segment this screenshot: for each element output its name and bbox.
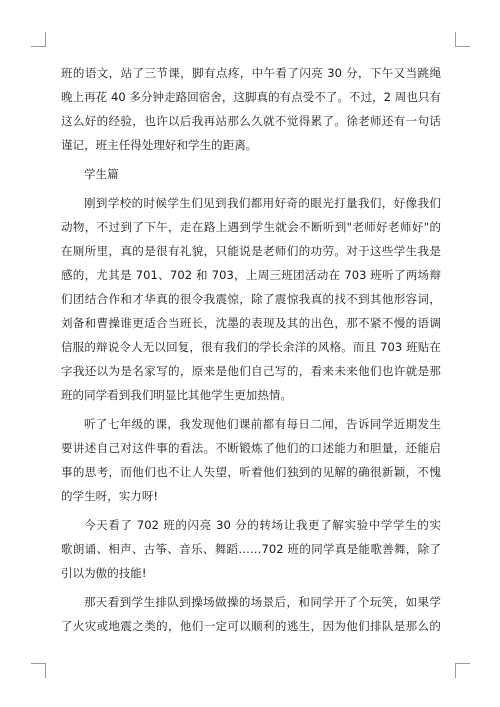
paragraph-first-line: 听了七年级的课，我发现他们课前都有每日二闻，告诉同学近期发生 xyxy=(84,417,441,431)
text-line: 字我还以为是名家写的，原来是他们自己写的，看来未来他们也许就是那 xyxy=(61,364,441,378)
text-line: 事的思考，而他们也不让人失望，听着他们独到的见解的确很新颖，不愧 xyxy=(61,465,441,479)
paragraph-first-line: 今天看了 702 班的闪亮 30 分的转场让我更了解实验中学学生的实 xyxy=(84,518,441,532)
text-line: 刘备和曹操谁更适合当班长，沈墨的表现及其的出色，那不紧不慢的语调 xyxy=(61,316,441,330)
text-line: 了火灾或地震之类的，他们一定可以顺利的逃生，因为他们排队是那么的 xyxy=(61,619,441,633)
text-line: 们团结合作和才华真的很令我震惊，除了震惊我真的找不到其他形容词， xyxy=(61,292,441,306)
crop-mark-top-left xyxy=(31,32,46,47)
text-line: 班的同学看到我们明显比其他学生更加热情。 xyxy=(61,388,292,402)
text-line: 信服的辩说令人无以回复，很有我们的学长余洋的风格。而且 703 班贴在 xyxy=(61,340,441,354)
text-line: 晚上再花 40 多分钟走路回宿舍，这脚真的有点受不了。不过，2 周也只有 xyxy=(61,90,441,104)
text-line: 歌朗诵、相声、古筝、音乐、舞蹈……702 班的同学真是能歌善舞，除了 xyxy=(61,542,441,556)
section-heading: 学生篇 xyxy=(84,167,119,181)
crop-mark-top-right xyxy=(455,32,470,47)
text-line: 在厕所里，真的是很有礼貌，只能说是老师们的功劳。对于这些学生我是 xyxy=(61,244,441,258)
paragraph-first-line: 刚到学校的时候学生们见到我们都用好奇的眼光打量我们，好像我们 xyxy=(84,196,441,210)
crop-mark-bottom-right xyxy=(455,663,470,678)
document-body xyxy=(61,61,441,638)
text-line: 要讲述自己对这件事的看法。不断锻炼了他们的口述能力和胆量，还能启 xyxy=(61,441,441,455)
text-line: 动物，不过到了下午，走在路上遇到学生就会不断听到"老师好老师好"的 xyxy=(61,220,441,234)
crop-mark-bottom-left xyxy=(31,663,46,678)
text-line: 班的语文，站了三节课，脚有点疼，中午看了闪亮 30 分，下午又当跳绳 xyxy=(61,66,441,80)
paragraph-first-line: 那天看到学生排队到操场做操的场景后，和同学开了个玩笑，如果学 xyxy=(84,595,441,609)
text-line: 这么好的经验，也许以后我再站那么久就不觉得累了。徐老师还有一句话 xyxy=(61,114,441,128)
text-line: 的学生呀，实力呀! xyxy=(61,489,159,503)
text-line: 谨记，班主任得处理好和学生的距离。 xyxy=(61,138,258,152)
text-line: 感的，尤其是 701、702 和 703，上周三班团活动在 703 班听了两场辩 xyxy=(61,268,441,282)
text-line: 引以为傲的技能! xyxy=(61,566,147,580)
